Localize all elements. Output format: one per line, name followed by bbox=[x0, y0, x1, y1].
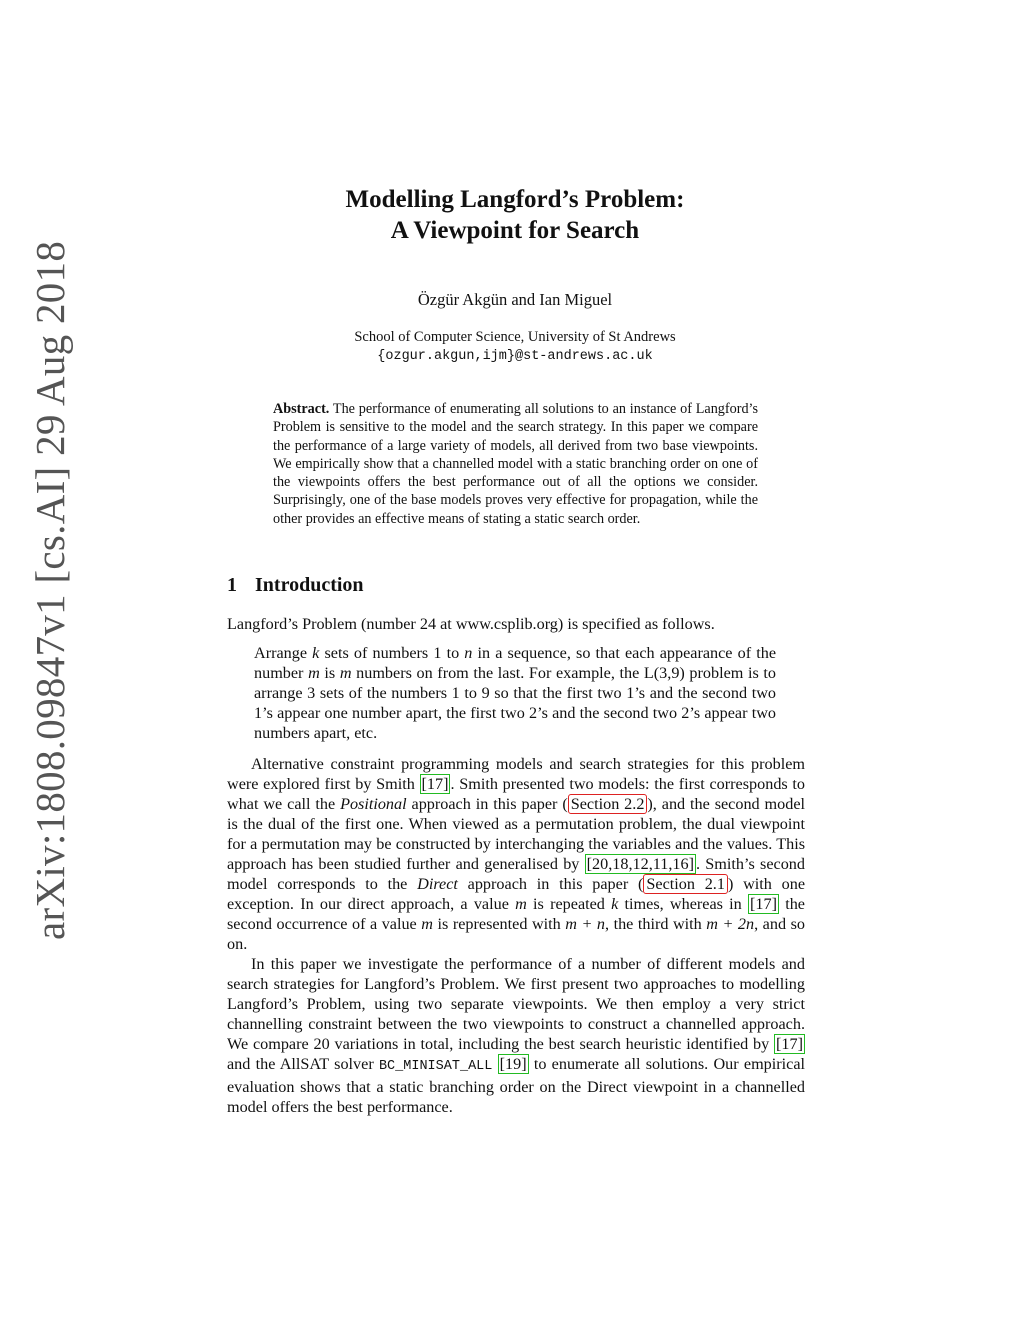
section-link[interactable]: Section 2.1 bbox=[643, 874, 728, 894]
paragraph-text: ) with one exception. In our direct approach, a value bbox=[227, 875, 806, 913]
paragraph-text bbox=[492, 1055, 497, 1073]
title-line-1: Modelling Langford’s Problem: bbox=[345, 186, 685, 213]
math-m: m bbox=[515, 895, 527, 913]
paragraph-text: the second occurrence of a value bbox=[227, 895, 805, 933]
quote-text: in a sequence, so that each appearance of the number bbox=[254, 644, 777, 682]
abstract-label: Abstract. bbox=[273, 401, 330, 417]
citation-link[interactable]: [17] bbox=[421, 775, 449, 793]
math-expression: m + n bbox=[565, 915, 605, 933]
math-m: m bbox=[308, 664, 320, 682]
section-title: Introduction bbox=[255, 574, 364, 596]
quote-text: numbers on from the last. For example, the L(3,9) problem is to arrange 3 sets of the numbers 1 to 9 so that the first two 1’s and the second two 1’s appear one number apart, the first two 2’s and the second two 2’s appear two numbers apart, etc. bbox=[254, 664, 776, 742]
section-link[interactable]: Section 2.2 bbox=[568, 794, 648, 814]
math-k: k bbox=[312, 644, 320, 662]
section-number: 1 bbox=[227, 574, 237, 596]
quote-text: is bbox=[319, 664, 340, 682]
citation-link[interactable]: [17] bbox=[750, 895, 777, 913]
paper-title bbox=[230, 184, 800, 246]
authors: Özgür Akgün and Ian Miguel bbox=[417, 290, 613, 309]
quote-text: Arrange bbox=[254, 644, 313, 662]
paragraph-text: Alternative constraint programming models and search strategies for this problem were explored first by Smith bbox=[227, 755, 805, 793]
affiliation: School of Computer Science, University of St Andrews bbox=[354, 329, 676, 345]
paragraph-text: ), and the second model is the dual of the first one. When viewed as a permutation problem, the dual viewpoint for a permutation may be constructed by interchanging the variables and the values. This approach has been studied further and generalised by bbox=[227, 795, 805, 873]
citation-link[interactable]: [19] bbox=[499, 1055, 527, 1073]
math-m: m bbox=[421, 915, 433, 933]
paragraph-text: In this paper we investigate the performance of a number of different models and search strategies for Langford’s Problem. We first present two approaches to modelling Langford’s Problem, using two separate viewpoints. We then employ a very strict channelling constraint between the two viewpoints to construct a channelled approach. We compare 20 variations in total, including the best search heuristic identified by bbox=[227, 955, 805, 1053]
email: {ozgur.akgun,ijm}@st-andrews.ac.uk bbox=[377, 349, 653, 364]
paragraph-text: . Smith presented two models: the first corresponds to what we call the bbox=[227, 775, 806, 813]
arxiv-identifier: arXiv:1808.09847v1 [cs.AI] 29 Aug 2018 bbox=[27, 240, 73, 940]
paragraph-text: to enumerate all solutions. Our empirical evaluation shows that a static branching order on the Direct viewpoint in a channelled model offers the best performance. bbox=[227, 1055, 806, 1116]
paragraph-text: . Smith’s second model corresponds to the bbox=[227, 855, 805, 893]
paragraph-text: , and so on. bbox=[227, 915, 805, 953]
paragraph-text: , the third with bbox=[605, 915, 707, 933]
title-line-2: A Viewpoint for Search bbox=[390, 217, 640, 244]
quote-text: sets of numbers 1 to bbox=[319, 644, 465, 662]
math-n: n bbox=[464, 644, 473, 662]
math-m: m bbox=[339, 664, 352, 682]
citation-link[interactable]: [17] bbox=[776, 1035, 803, 1053]
section-heading bbox=[227, 574, 364, 597]
intro-paragraph: Langford’s Problem (number 24 at www.csplib.org) is specified as follows. bbox=[227, 615, 715, 633]
paragraph-text: approach in this paper ( bbox=[457, 875, 644, 893]
emphasis: Direct bbox=[417, 875, 458, 893]
paragraph-related-work bbox=[227, 754, 805, 954]
math-k: k bbox=[611, 895, 619, 913]
paragraph-text: is represented with bbox=[432, 915, 566, 933]
math-expression: m + 2n bbox=[706, 915, 755, 933]
affiliation-block bbox=[230, 327, 800, 367]
paragraph-text: approach in this paper ( bbox=[406, 795, 568, 813]
paragraph-text: times, whereas in bbox=[618, 895, 748, 913]
abstract-text: The performance of enumerating all solutions to an instance of Langford’s Problem is sensitive to the model and the search strategy. In this paper we compare the performance of a large variety of models, all derived from two base viewpoints. We empirically show that a channelled model with a static branching order on one of the viewpoints offers the best performance out of all the options we consider. Surprisingly, one of the base models proves very effective for propagation, while the other provides an effective means of stating a static search order. bbox=[273, 401, 758, 527]
problem-quote bbox=[254, 643, 776, 743]
paragraph-contribution bbox=[227, 954, 805, 1117]
emphasis: Positional bbox=[340, 795, 407, 813]
citation-link[interactable]: [20,18,12,11,16] bbox=[586, 855, 694, 873]
paragraph-text: and the AllSAT solver bbox=[227, 1055, 379, 1073]
abstract bbox=[273, 400, 758, 528]
solver-name: BC_MINISAT_ALL bbox=[378, 1059, 493, 1074]
paragraph-text: is repeated bbox=[526, 895, 612, 913]
